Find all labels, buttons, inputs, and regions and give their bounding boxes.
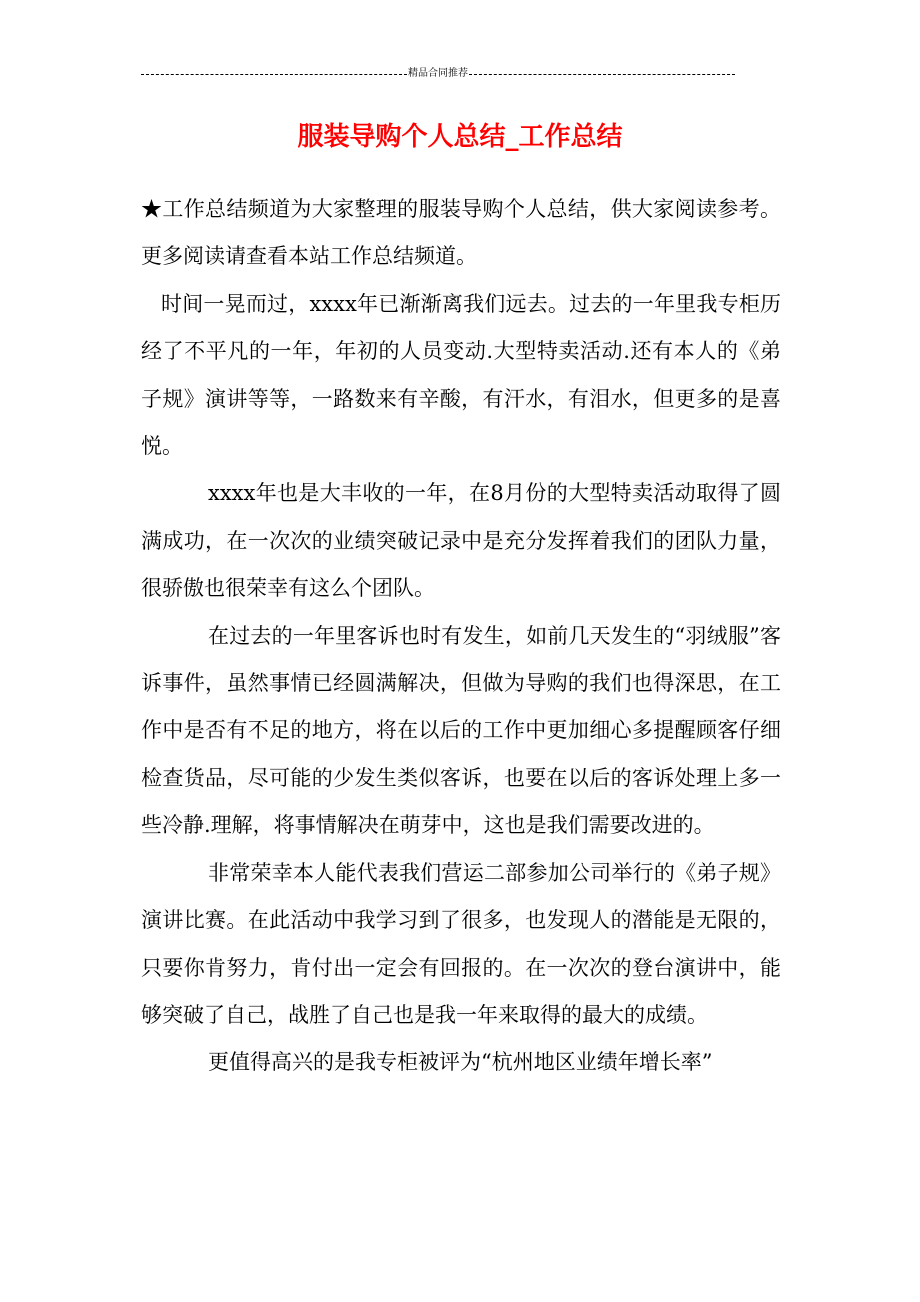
paragraph: 时间一晃而过，xxxx年已渐渐离我们远去。过去的一年里我专柜历经了不平凡的一年，年初的人员变动.大型特卖活动.还有本人的《弟子规》演讲等等，一路数来有辛酸，有汗水，有泪水，但更多的是喜悦。 <box>141 291 781 459</box>
header-dashes-right <box>469 74 735 75</box>
paragraph: 更值得高兴的是我专柜被评为“杭州地区业绩年增长率” <box>208 1050 713 1075</box>
header-label: 精品合同推荐 <box>408 68 468 79</box>
paragraph: 在过去的一年里客诉也时有发生，如前几天发生的“羽绒服”客诉事件，虽然事情已经圆满解决，但做为导购的我们也得深思，在工作中是否有不足的地方，将在以后的工作中更加细心多提醒顾客仔细检查货品，尽可能的少发生类似客诉，也要在以后的客诉处理上多一些冷静.理解，将事情解决在萌芽中，这也是我们需要改进的。 <box>141 623 781 838</box>
document-body <box>141 186 781 1087</box>
paragraph-intro: ★工作总结频道为大家整理的服装导购个人总结，供大家阅读参考。更多阅读请查看本站工作总结频道。 <box>141 197 781 269</box>
paragraph: 非常荣幸本人能代表我们营运二部参加公司举行的《弟子规》演讲比赛。在此活动中我学习到了很多，也发现人的潜能是无限的，只要你肯努力，肯付出一定会有回报的。在一次次的登台演讲中，能够突破了自己，战胜了自己也是我一年来取得的最大的成绩。 <box>141 860 781 1027</box>
page-header <box>141 67 735 81</box>
document-title: 服装导购个人总结_工作总结 <box>297 122 623 152</box>
header-dashes-left <box>141 74 407 75</box>
paragraph: xxxx年也是大丰收的一年，在8月份的大型特卖活动取得了圆满成功，在一次次的业绩突破记录中是充分发挥着我们的团队力量，很骄傲也很荣幸有这么个团队。 <box>141 481 781 601</box>
